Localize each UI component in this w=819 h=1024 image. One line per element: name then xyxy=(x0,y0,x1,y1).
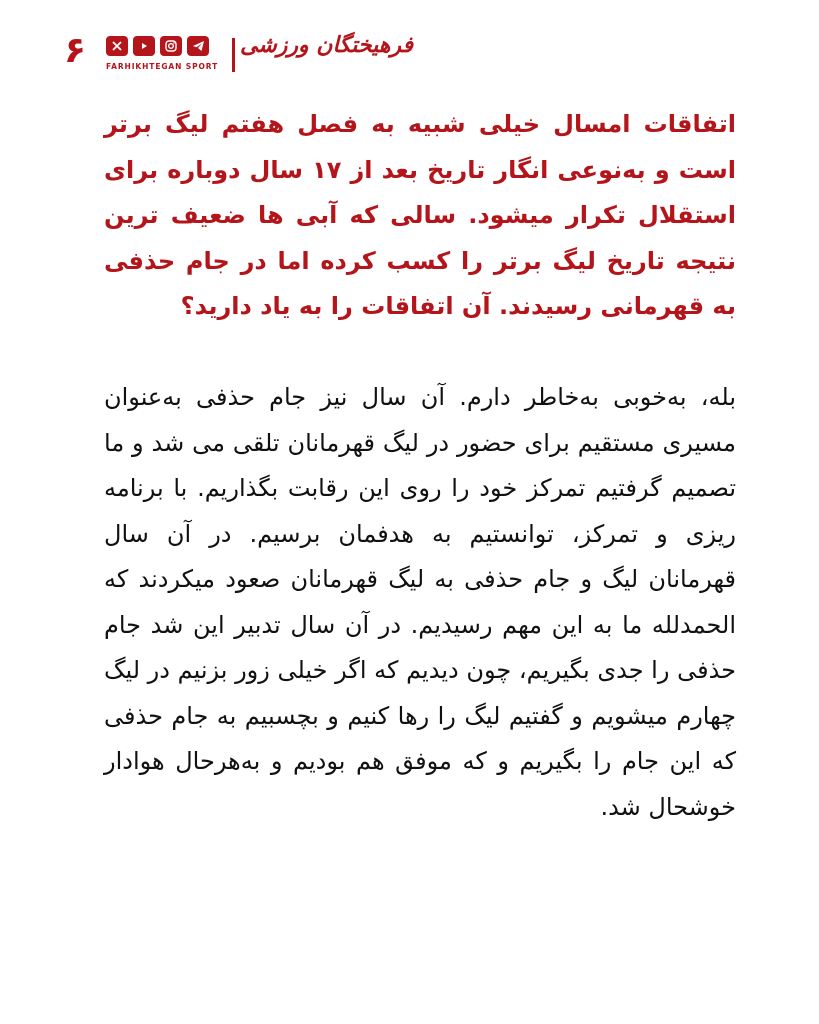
youtube-icon[interactable] xyxy=(133,36,155,56)
page-number: ۶ xyxy=(64,30,86,71)
social-icons xyxy=(106,36,209,56)
brand-block xyxy=(106,32,414,88)
brand-logo: فرهیختگان ورزشی xyxy=(240,32,414,58)
instagram-icon[interactable] xyxy=(160,36,182,56)
brand-name: FARHIKHTEGAN SPORT xyxy=(106,62,219,71)
interview-question: اتفاقات امسال خیلی شبیه به فصل هفتم لیگ برتر است و به‌نوعی انگار تاریخ بعد از ۱۷ سال دوباره برای استقلال تکرار میشود. سالی که آبی ها ضعیف ترین نتیجه تاریخ لیگ برتر را کسب کرده اما در جام حذفی به قهرمانی رسیدند. آن اتفاقات را به یاد دارید؟ xyxy=(104,110,736,320)
interview-answer: بله، به‌خوبی به‌خاطر دارم. آن سال نیز جام حذفی به‌عنوان مسیری مستقیم برای حضور در لیگ قهرمانان تلقی می شد و ما تصمیم گرفتیم تمرکز خود را روی این رقابت بگذاریم. با برنامه ریزی و تمرکز، توانستیم به هدفمان برسیم. در آن سال قهرمانان لیگ و جام حذفی به لیگ قهرمانان صعود میکردند که الحمدلله ما به این مهم رسیدیم. در آن سال تدبیر این شد جام حذفی را جدی بگیریم، چون دیدیم که اگر خیلی زور بزنیم در لیگ چهارم میشویم و گفتیم لیگ را رها کنیم و بچسبیم به جام حذفی که این جام را بگیریم و که موفق هم بودیم و به‌هرحال هوادار خوشحال شد. xyxy=(104,383,736,821)
brand-divider xyxy=(232,38,235,72)
telegram-icon[interactable] xyxy=(187,36,209,56)
x-icon[interactable] xyxy=(106,36,128,56)
header xyxy=(64,28,755,88)
